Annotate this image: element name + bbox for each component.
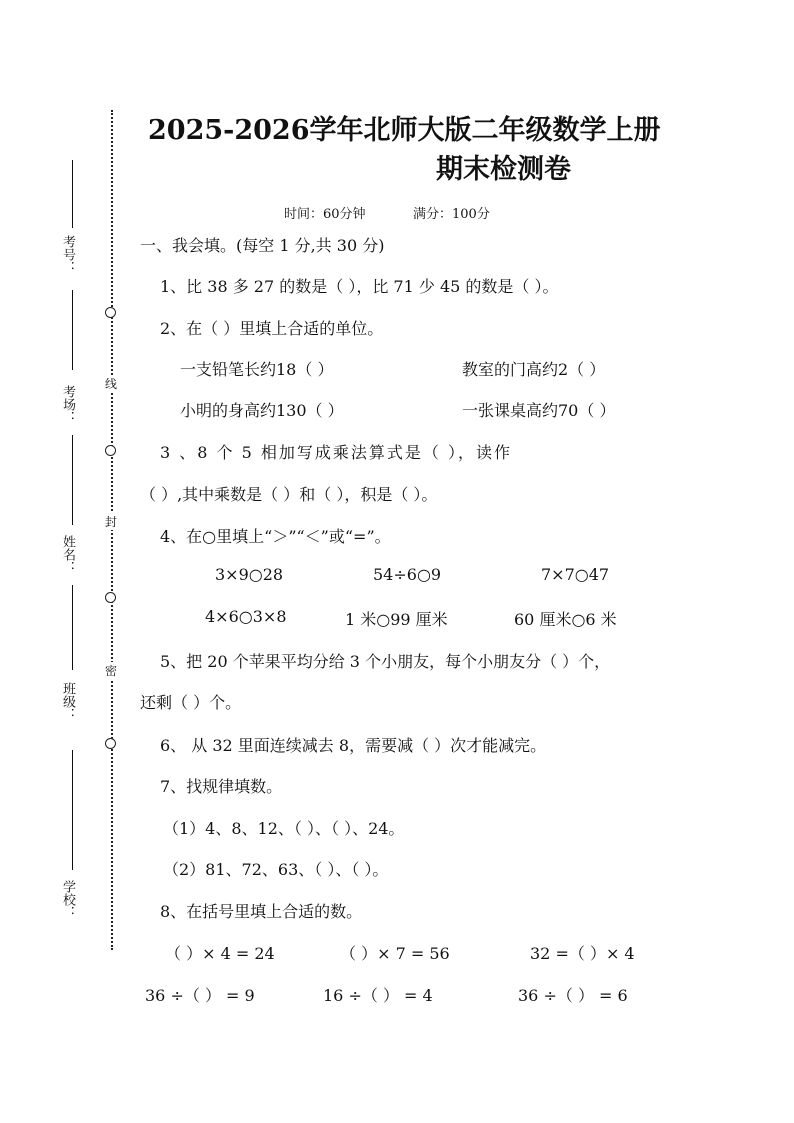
question-2a: 一支铅笔长约18（ ） — [180, 360, 334, 379]
question-4b: 54÷6○9 — [373, 565, 442, 584]
question-8d: 36 ÷（ ） = 9 — [145, 986, 255, 1005]
seal-circle — [105, 738, 116, 749]
question-4d: 4×6○3×8 — [205, 607, 287, 626]
question-2c: 小明的身高约130（ ） — [180, 401, 344, 420]
exam-room-label: 考场： — [60, 385, 75, 424]
school-label: 学校： — [60, 880, 75, 919]
exam-number-label: 考号： — [60, 235, 75, 274]
class-label: 班级： — [60, 682, 75, 721]
question-8b: （ ）× 7 = 56 — [340, 944, 450, 963]
question-8c: 32 =（ ）× 4 — [530, 944, 635, 963]
question-7a: （1）4、8、12、（ ）、（ ）、24。 — [163, 819, 405, 838]
full-score: 满分：100分 — [413, 207, 490, 222]
seal-char-mi: 密 — [104, 664, 117, 678]
question-2b: 教室的门高约2（ ） — [462, 360, 606, 379]
seal-char-xian: 线 — [104, 377, 117, 391]
question-6: 6、 从 32 里面连续减去 8，需要减（ ）次才能减完。 — [160, 736, 547, 755]
name-label: 姓名： — [60, 535, 75, 574]
question-3-line2: （ ）,其中乘数是（ ）和（ ），积是（ ）。 — [140, 485, 438, 504]
seal-dotted-line — [111, 110, 113, 950]
seal-circle — [105, 592, 116, 603]
question-8f: 36 ÷（ ） = 6 — [518, 986, 628, 1005]
question-8-stem: 8、在括号里填上合适的数。 — [160, 902, 363, 921]
question-7b: （2）81、72、63、（ ）、（ ）。 — [163, 860, 389, 879]
time-limit: 时间：60分钟 — [284, 207, 366, 222]
question-7-stem: 7、找规律填数。 — [160, 777, 283, 796]
question-4f: 60 厘米○6 米 — [514, 610, 617, 629]
seal-circle — [105, 307, 116, 318]
question-2d: 一张课桌高约70（ ） — [462, 401, 616, 420]
question-4c: 7×7○47 — [541, 565, 610, 584]
question-5-line2: 还剩（ ）个。 — [140, 693, 242, 712]
question-1: 1、比 38 多 27 的数是（ ），比 71 少 45 的数是（ ）。 — [160, 277, 559, 296]
question-3-line1: 3 、8 个 5 相加写成乘法算式是（ ），读作 — [160, 443, 512, 462]
page-subtitle: 期末检测卷 — [436, 154, 571, 185]
question-5-line1: 5、把 20 个苹果平均分给 3 个小朋友，每个小朋友分（ ）个， — [160, 652, 611, 671]
question-4-stem: 4、在○里填上“＞”“＜”或“=”。 — [160, 527, 391, 546]
seal-char-feng: 封 — [104, 515, 117, 529]
question-4a: 3×9○28 — [215, 565, 284, 584]
page-title: 2025-2026学年北师大版二年级数学上册 — [148, 115, 661, 146]
seal-circle — [105, 445, 116, 456]
question-2-stem: 2、在（ ）里填上合适的单位。 — [160, 319, 384, 338]
section-heading: 一、我会填。(每空 1 分,共 30 分) — [140, 236, 385, 255]
question-8e: 16 ÷（ ） = 4 — [323, 986, 433, 1005]
question-8a: （ ）× 4 = 24 — [165, 944, 275, 963]
question-4e: 1 米○99 厘米 — [345, 610, 448, 629]
